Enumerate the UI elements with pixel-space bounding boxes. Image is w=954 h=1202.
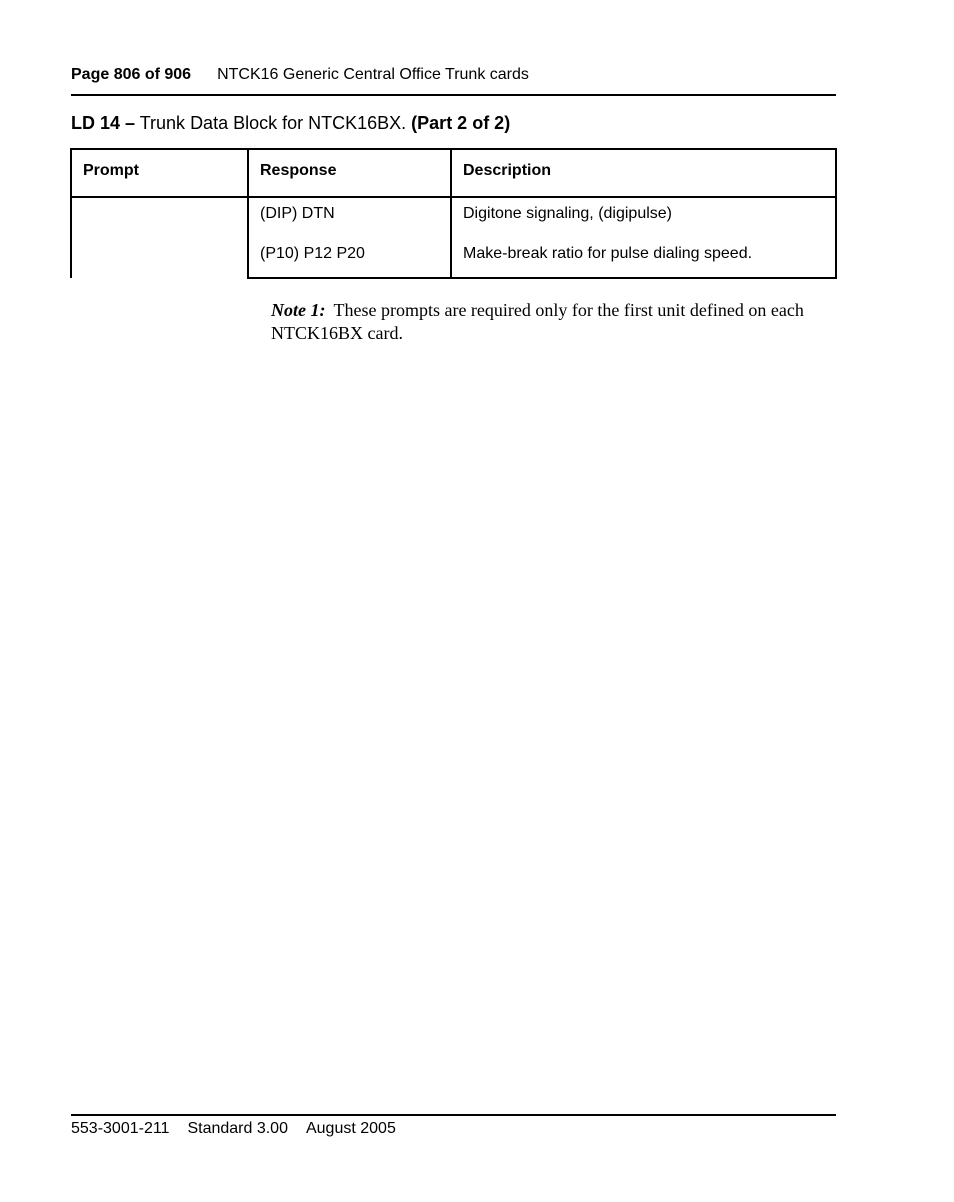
caption-title: Trunk Data Block for NTCK16BX.	[139, 113, 407, 133]
column-header-response: Response	[248, 149, 451, 197]
footer-date: August 2005	[305, 1120, 396, 1137]
caption-prefix: LD 14 –	[71, 113, 136, 133]
table-caption	[71, 113, 510, 134]
note-text: These prompts are required only for the first unit defined on each NTCK16BX card.	[271, 300, 804, 343]
column-header-prompt: Prompt	[71, 149, 248, 197]
page-footer	[71, 1114, 836, 1138]
response-cell: (DIP) DTN	[248, 197, 451, 237]
trunk-data-table	[70, 148, 837, 279]
note-paragraph	[271, 299, 831, 345]
response-cell: (P10) P12 P20	[248, 237, 451, 278]
description-cell: Digitone signaling, (digipulse)	[451, 197, 836, 237]
footer-doc-number: 553-3001-211	[71, 1120, 170, 1137]
page-header	[71, 66, 836, 96]
description-cell: Make-break ratio for pulse dialing speed.	[451, 237, 836, 278]
page-number: Page 806 of 906	[71, 66, 192, 83]
prompt-cell	[71, 197, 248, 278]
column-header-description: Description	[451, 149, 836, 197]
table-row	[71, 197, 836, 237]
document-title: NTCK16 Generic Central Office Trunk cards	[217, 66, 529, 83]
note-label: Note 1:	[271, 300, 326, 320]
table-header-row	[71, 149, 836, 197]
caption-part: (Part 2 of 2)	[411, 113, 511, 133]
footer-standard: Standard 3.00	[187, 1120, 288, 1137]
